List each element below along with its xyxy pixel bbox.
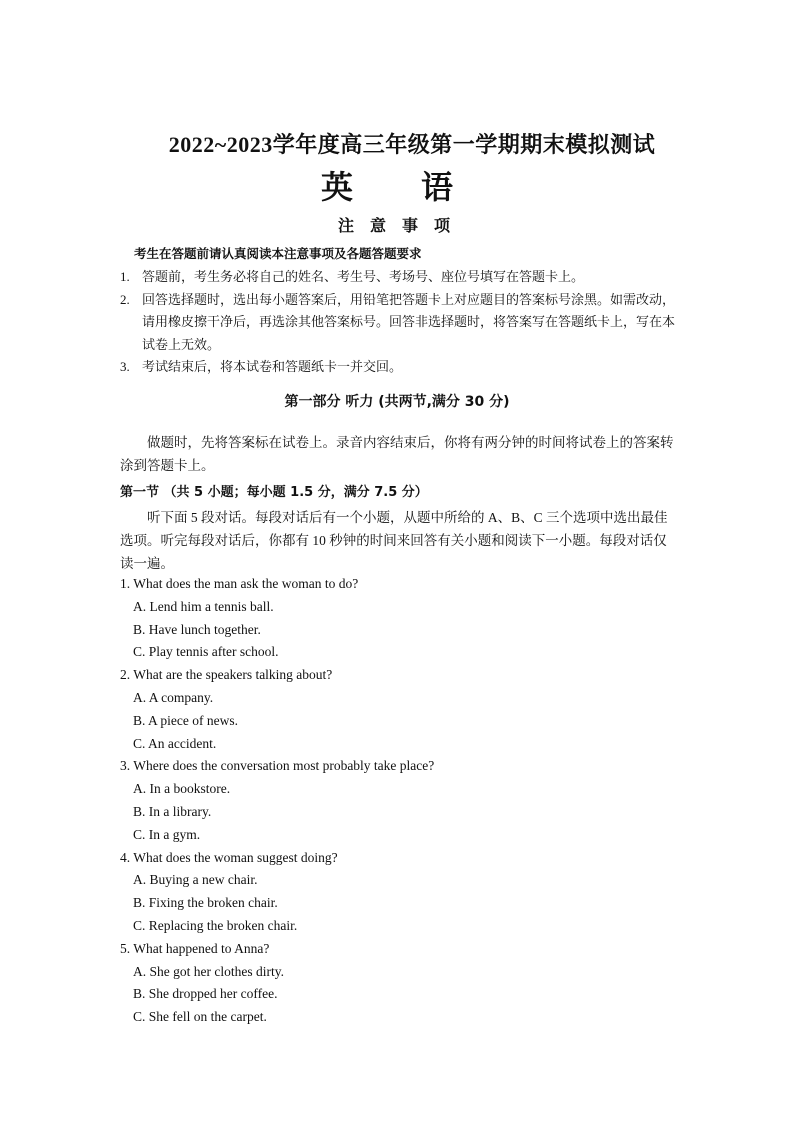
- answer-option: C. An accident.: [133, 735, 217, 751]
- notice-item-text: 回答选择题时，选出每小题答案后，用铅笔把答题卡上对应题目的答案标号涂黑。如需改动，请用橡皮擦干净后，再选涂其他答案标号。回答非选择题时，将答案写在答题纸卡上，写在本试卷上无效。: [142, 291, 676, 352]
- answer-option: B. Have lunch together.: [133, 621, 261, 637]
- question: [120, 664, 680, 755]
- notice-list: [120, 266, 680, 379]
- question: [120, 573, 680, 664]
- answer-option: C. Replacing the broken chair.: [133, 917, 298, 933]
- notice-heading: 考生在答题前请认真阅读本注意事项及各题答题要求: [134, 246, 422, 261]
- answer-option: A. Buying a new chair.: [133, 872, 258, 888]
- question-stem: 3. Where does the conversation most probably take place?: [120, 758, 435, 774]
- answer-option: A. Lend him a tennis ball.: [133, 598, 274, 614]
- notice-item-text: 答题前，考生务必将自己的姓名、考生号、考场号、座位号填写在答题卡上。: [142, 269, 585, 284]
- answer-option: A. A company.: [133, 689, 214, 705]
- question-stem: 1. What does the man ask the woman to do?: [120, 576, 359, 591]
- part1-title: 第一部分 听力 (共两节,满分 30 分): [284, 394, 510, 410]
- answer-option: B. She dropped her coffee.: [133, 986, 278, 1002]
- part1-intro: 做题时，先将答案标在试卷上。录音内容结束后，你将有两分钟的时间将试卷上的答案转涂到答题卡上。: [120, 435, 674, 473]
- answer-option: B. In a library.: [133, 803, 212, 819]
- answer-option: C. In a gym.: [133, 826, 201, 842]
- question-stem: 5. What happened to Anna?: [120, 940, 270, 956]
- question-list: [120, 573, 680, 1029]
- exam-title: 2022~2023学年度高三年级第一学期期末模拟测试: [168, 132, 656, 157]
- answer-option: A. In a bookstore.: [133, 781, 231, 797]
- answer-option: B. A piece of news.: [133, 712, 238, 728]
- question: [120, 755, 680, 846]
- section1-intro: 听下面 5 段对话。每段对话后有一个小题，从题中所给的 A、B、C 三个选项中选出最佳选项。听完每段对话后，你都有 10 秒钟的时间来回答有关小题和阅读下一小题。每段对话仅读一遍。: [120, 510, 668, 571]
- question-stem: 4. What does the woman suggest doing?: [120, 849, 338, 865]
- answer-option: A. She got her clothes dirty.: [133, 963, 284, 979]
- answer-option: C. She fell on the carpet.: [133, 1009, 267, 1025]
- notice-item-text: 考试结束后，将本试卷和答题纸卡一并交回。: [142, 359, 403, 374]
- answer-option: B. Fixing the broken chair.: [133, 895, 278, 911]
- notice-item-number: 1.: [120, 269, 130, 284]
- answer-option: C. Play tennis after school.: [133, 644, 279, 660]
- notice-title: 注 意 事 项: [337, 218, 456, 235]
- notice-item-number: 3.: [120, 359, 130, 374]
- notice-item-number: 2.: [120, 291, 130, 307]
- question-stem: 2. What are the speakers talking about?: [120, 667, 333, 683]
- notice-item: [120, 356, 680, 379]
- section1-title: 第一节 （共 5 小题；每小题 1.5 分，满分 7.5 分）: [120, 485, 428, 500]
- question: [120, 938, 680, 1029]
- subject-title: 英 语: [320, 169, 483, 205]
- notice-item: [120, 266, 680, 289]
- notice-item: [120, 289, 680, 357]
- question: [120, 847, 680, 938]
